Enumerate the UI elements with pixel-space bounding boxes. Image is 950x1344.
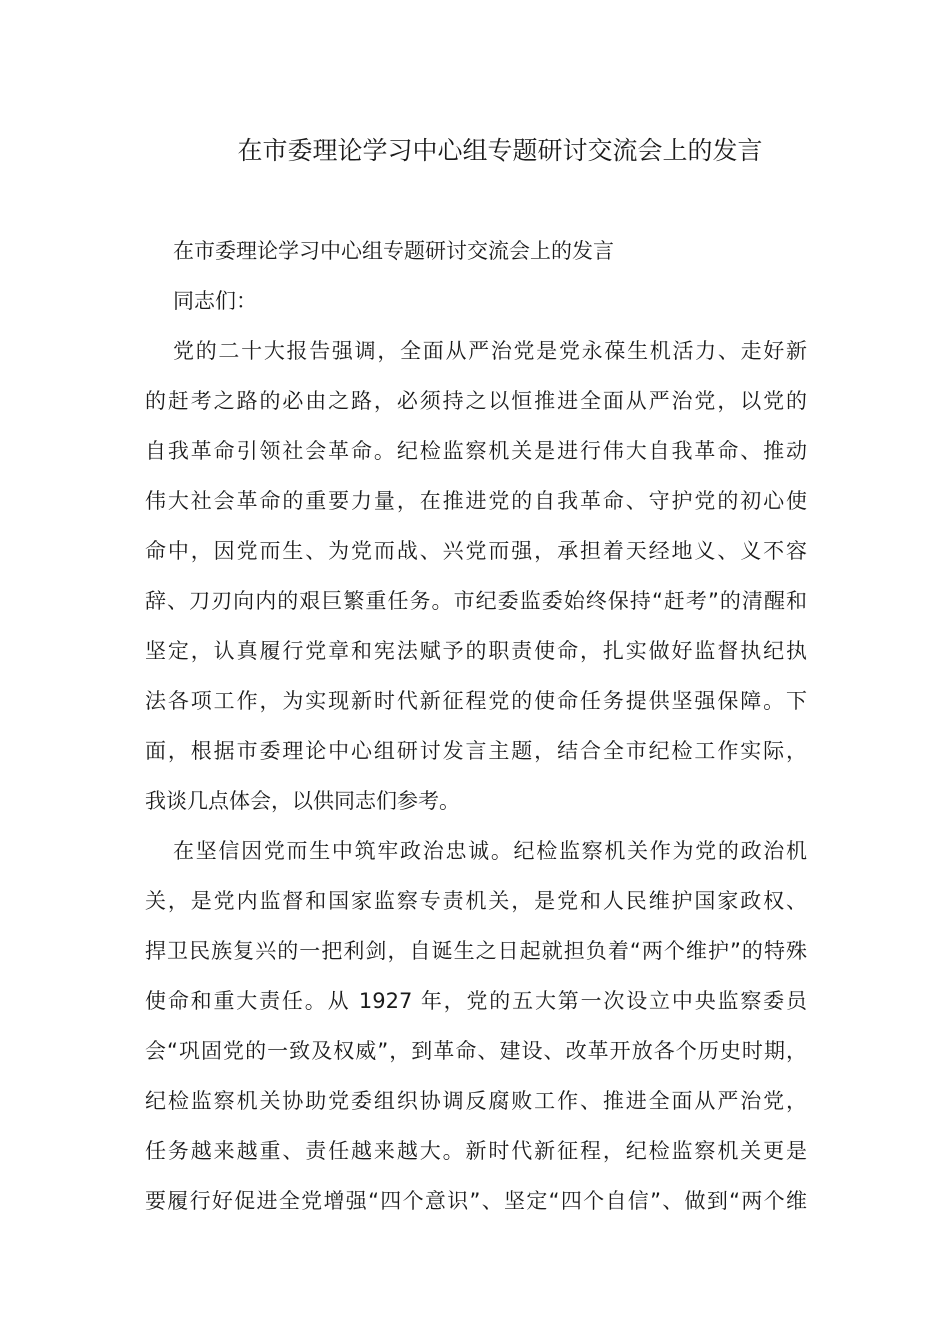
paragraph-line: 我谈几点体会，以供同志们参考。 <box>145 789 460 813</box>
paragraph-line: 纪检监察机关协助党委组织协调反腐败工作、推进全面从严治党， <box>145 1089 807 1113</box>
paragraph-line: 会“巩固党的一致及权威”，到革命、建设、改革开放各个历史时期， <box>145 1039 807 1063</box>
paragraph-line: 的赶考之路的必由之路，必须持之以恒推进全面从严治党，以党的 <box>145 389 807 413</box>
document-body <box>145 226 807 1226</box>
paragraph-line: 辞、刀刃向内的艰巨繁重任务。市纪委监委始终保持“赶考”的清醒和 <box>145 589 807 613</box>
paragraph-line: 要履行好促进全党增强“四个意识”、坚定“四个自信”、做到“两个维 <box>145 1189 807 1213</box>
paragraph-line: 关，是党内监督和国家监察专责机关，是党和人民维护国家政权、 <box>145 889 807 913</box>
salutation: 同志们： <box>173 289 257 313</box>
paragraph-line: 伟大社会革命的重要力量，在推进党的自我革命、守护党的初心使 <box>145 489 807 513</box>
paragraph-line: 坚定，认真履行党章和宪法赋予的职责使命，扎实做好监督执纪执 <box>145 639 807 663</box>
paragraph-1 <box>145 326 807 826</box>
paragraph-line: 使命和重大责任。从 1927 年，党的五大第一次设立中央监察委员 <box>145 989 807 1013</box>
paragraph-line: 任务越来越重、责任越来越大。新时代新征程，纪检监察机关更是 <box>145 1139 807 1163</box>
paragraph-2 <box>145 826 807 1226</box>
paragraph-line: 命中，因党而生、为党而战、兴党而强，承担着天经地义、义不容 <box>145 539 807 563</box>
paragraph-line: 法各项工作，为实现新时代新征程党的使命任务提供坚强保障。下 <box>145 689 807 713</box>
paragraph-line: 面，根据市委理论中心组研讨发言主题，结合全市纪检工作实际， <box>145 739 807 763</box>
paragraph-line: 党的二十大报告强调，全面从严治党是党永葆生机活力、走好新 <box>173 339 807 363</box>
document-subtitle: 在市委理论学习中心组专题研讨交流会上的发言 <box>173 239 614 263</box>
paragraph-line: 自我革命引领社会革命。纪检监察机关是进行伟大自我革命、推动 <box>145 439 807 463</box>
paragraph-line: 在坚信因党而生中筑牢政治忠诚。纪检监察机关作为党的政治机 <box>173 839 807 863</box>
document-title: 在市委理论学习中心组专题研讨交流会上的发言 <box>237 136 763 165</box>
paragraph-line: 捍卫民族复兴的一把利剑，自诞生之日起就担负着“两个维护”的特殊 <box>145 939 807 963</box>
